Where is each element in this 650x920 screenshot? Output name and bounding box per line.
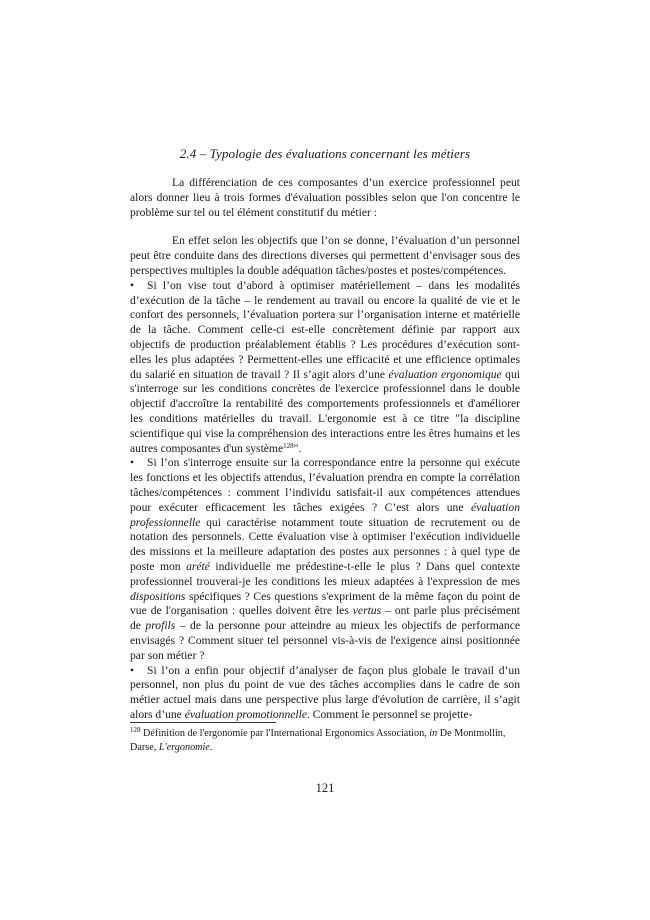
footnote-book-title: L'ergonomie (158, 741, 210, 753)
bullet-professional: • Si l’on s'interroge ensuite sur la correspondance entre la personne qui exécute les fonctions et les objectifs attendus, l’évaluation prendra en compte la corrélation tâches/compétences : comment l’individu satisfait-il aux compétences attendues pour exécuter efficacement les tâches exigées ? C’est alors une évaluation professionnelle qui caractérise notamment toute situation de recrutement ou de notation des personnels. Cette évaluation vise à optimiser l'exécution individuelle des missions et la meilleure adaptation des postes aux personnes : à quel type de poste mon arété individuelle me prédestine-t-elle le plus ? Dans quel contexte professionnel trouverai-je les conditions les mieux adaptées à l'expression de mes dispositions spécifiques ? Ces questions s'expriment de la même façon du point de vue de l'organisation : quelles doivent être les vertus – ont parle plus précisément de profils – de la personne pour atteindre au mieux les objectifs de performance envisagés ? Comment situer tel personnel vis-à-vis de l'exigence ainsi positionnée par son métier ? (130, 456, 520, 662)
paragraph-objectives: En effet selon les objectifs que l’on se donne, l’évaluation d’un personnel peut être conduite dans des directions diverses qui permettent d’envisager sous des perspectives multiples la double adéquation tâches/postes et postes/compétences. (130, 234, 520, 277)
bullet-marker: • (130, 456, 135, 470)
bullet-marker: • (130, 663, 135, 677)
body-text (130, 176, 520, 723)
bullet-ergonomic: • Si l’on vise tout d’abord à optimiser matériellement – dans les modalités d’exécution de la tâche – le rendement au travail ou encore la qualité de vie et le confort des personnels, l’évaluation portera sur l’organisation interne et matérielle de la tâche. Comment celle-ci est-elle concrètement définie par rapport aux objectifs de production préalablement établis ? Les procédures d’exécution sont-elles les plus adaptées ? Permettent-elles une efficacité et une efficience optimales du salarié en situation de travail ? Il s’agit alors d’une évaluation ergonomique qui s'interroge sur les conditions concrètes de l'exercice professionnel dans le double objectif d'accroître la rentabilité des comportements professionnels et d'améliorer les conditions matérielles du travail. L'ergonomie est à ce titre "la discipline scientifique qui vise la compréhension des interactions entre les êtres humains et les autres composantes d'un système$^{128}$". (130, 278, 520, 455)
footnote-separator (130, 722, 276, 723)
bullet-marker: • (130, 278, 135, 292)
term-promotional-evaluation: évaluation promotionnelle (184, 707, 307, 721)
bullet-promotional: • Si l’on a enfin pour objectif d’analyser de façon plus globale le travail d’un personnel, non plus du point de vue des tâches accomplies dans le cadre de son métier actuel mais dans une perspective plus large d'évolution de carrière, il s’agit alors d’une évaluation promotionnelle. Comment le personnel se projette- (130, 663, 520, 721)
footnote: $^{128}$ Définition de l'ergonomie par l'International Ergonomics Association, in De Montmollin, Darse, L'ergonomie. (130, 726, 506, 753)
paragraph-intro: La différenciation de ces composantes d’un exercice professionnel peut alors donner lieu à trois formes d'évaluation possibles selon que l'on concentre le problème sur tel ou tel élément constitutif du métier : (130, 176, 520, 219)
page-number: 121 (315, 781, 335, 795)
term-profils: profils (145, 619, 176, 633)
section-title: 2.4 – Typologie des évaluations concernant les métiers (179, 146, 471, 161)
term-professional-evaluation: évaluation professionnelle (130, 500, 520, 529)
term-ergonomic-evaluation: évaluation ergonomique (388, 367, 502, 381)
footnote-reference: 128 (283, 441, 294, 450)
term-vertus: vertus (352, 604, 382, 618)
footnote-number: 128 (130, 726, 141, 734)
term-dispositions: dispositions (130, 589, 186, 603)
term-arete: arété (186, 559, 210, 573)
